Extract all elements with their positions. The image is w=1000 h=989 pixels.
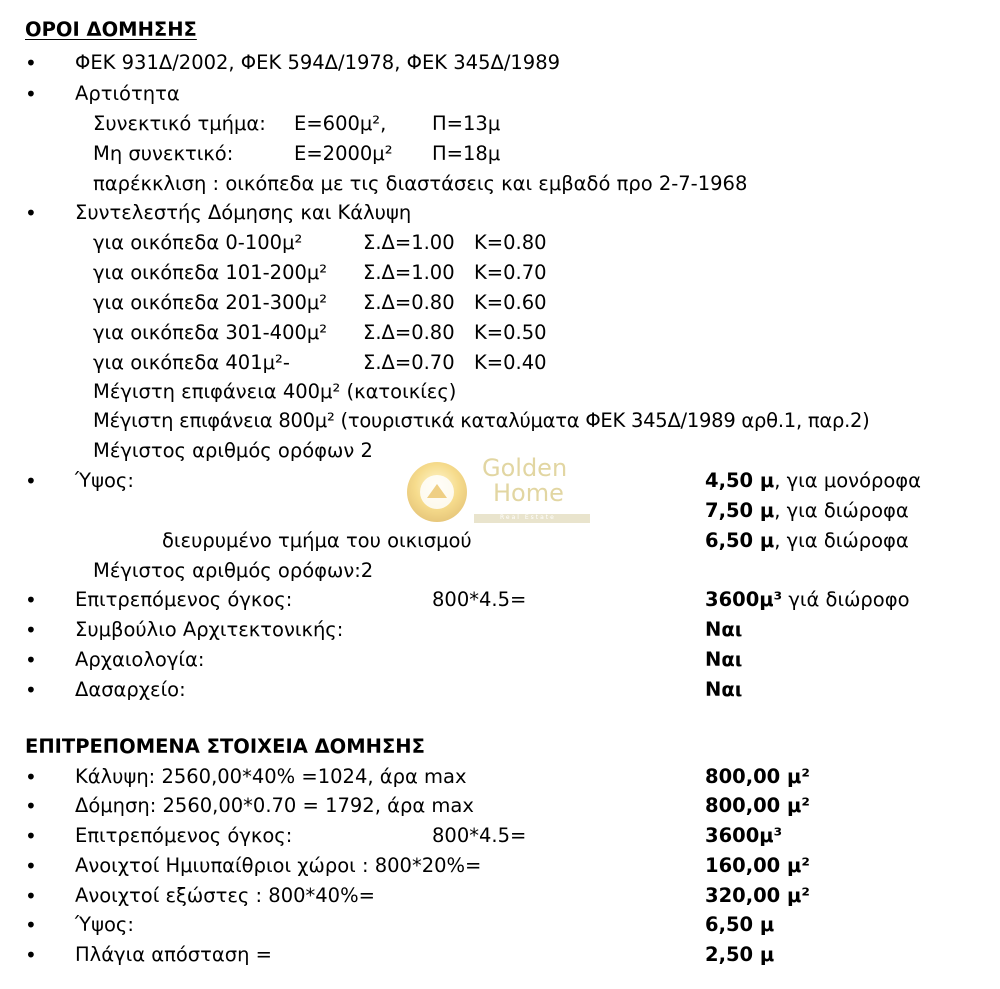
ypsos-final-value: 6,50 μ: [705, 913, 775, 936]
bullet-icon: •: [25, 201, 37, 225]
section1-title: ΟΡΟΙ ΔΟΜΗΣΗΣ: [25, 18, 197, 41]
mi-synektiko-frontage: Π=18μ: [432, 142, 501, 165]
synektiko-area: Ε=600μ²,: [294, 112, 387, 135]
max-area-tourist: Μέγιστη επιφάνεια 800μ² (τουριστικά καταλύματα ΦΕΚ 345Δ/1989 αρθ.1, παρ.2): [93, 409, 870, 432]
ogkos-calc: 800*4.5=: [432, 588, 527, 611]
ogkos2-value: 3600μ³: [705, 824, 783, 847]
plot-k: Κ=0.40: [474, 351, 547, 374]
plot-sd: Σ.Δ=1.00: [363, 261, 455, 284]
synektiko-label: Συνεκτικό τμήμα:: [93, 112, 266, 135]
imiypaithrioi-value: 160,00 μ²: [705, 854, 810, 877]
watermark-tagline: Real Estate: [500, 514, 556, 521]
ogkos2-calc: 800*4.5=: [432, 824, 527, 847]
bullet-icon: •: [25, 588, 37, 612]
bullet-icon: •: [25, 824, 37, 848]
mi-synektiko-label: Μη συνεκτικό:: [93, 142, 234, 165]
plot-range: για οικόπεδα 101-200μ²: [93, 261, 328, 284]
plot-range: για οικόπεδα 201-300μ²: [93, 291, 328, 314]
kalypsi-label: Κάλυψη: 2560,00*40% =1024, άρα max: [75, 765, 467, 788]
exostes-value: 320,00 μ²: [705, 884, 810, 907]
archaiologia-label: Αρχαιολογία:: [75, 648, 205, 671]
ypsos-label: Ύψος:: [75, 469, 134, 492]
bullet-icon: •: [25, 82, 37, 106]
plot-range: για οικόπεδα 0-100μ²: [93, 231, 303, 254]
synektiko-frontage: Π=13μ: [432, 112, 501, 135]
bullet-icon: •: [25, 51, 37, 75]
artiotita-label: Αρτιότητα: [75, 82, 180, 105]
mi-synektiko-area: Ε=2000μ²: [294, 142, 393, 165]
syntelestis-label: Συντελεστής Δόμησης και Κάλυψη: [75, 201, 412, 224]
ypsos1-desc: , για μονόροφα: [774, 469, 922, 492]
plot-k: Κ=0.80: [474, 231, 547, 254]
plot-k: Κ=0.70: [474, 261, 547, 284]
bullet-icon: •: [25, 794, 37, 818]
max-floors2: Μέγιστος αριθμός ορόφων:2: [93, 559, 374, 582]
plot-range: για οικόπεδα 401μ²-: [93, 351, 290, 374]
plot-k: Κ=0.60: [474, 291, 547, 314]
fek-list: ΦΕΚ 931Δ/2002, ΦΕΚ 594Δ/1978, ΦΕΚ 345Δ/1989: [75, 51, 561, 74]
ogkos2-label: Επιτρεπόμενος όγκος:: [75, 824, 293, 847]
ypsos2-value: 7,50 μ: [705, 499, 775, 522]
bullet-icon: •: [25, 618, 37, 642]
bullet-icon: •: [25, 913, 37, 937]
archaiologia-value: Ναι: [705, 648, 743, 671]
symvoulio-value: Ναι: [705, 618, 743, 641]
ypsos3-desc: , για διώροφα: [774, 529, 909, 552]
exostes-label: Ανοιχτοί εξώστες : 800*40%=: [75, 884, 375, 907]
parekklisi-text: παρέκκλιση : οικόπεδα με τις διαστάσεις και εμβαδό προ 2-7-1968: [93, 172, 748, 195]
dasarxeio-label: Δασαρχείο:: [75, 678, 186, 701]
section2-title: ΕΠΙΤΡΕΠΟΜΕΝΑ ΣΤΟΙΧΕΙΑ ΔΟΜΗΣΗΣ: [25, 735, 425, 758]
ogkos-label: Επιτρεπόμενος όγκος:: [75, 588, 293, 611]
plot-sd: Σ.Δ=1.00: [363, 231, 455, 254]
ogkos-desc: γιά διώροφο: [782, 588, 910, 611]
max-floors: Μέγιστος αριθμός ορόφων 2: [93, 439, 373, 462]
ypsos1-value: 4,50 μ: [705, 469, 775, 492]
ypsos2-desc: , για διώροφα: [774, 499, 909, 522]
plot-sd: Σ.Δ=0.80: [363, 321, 455, 344]
bullet-icon: •: [25, 765, 37, 789]
kalypsi-value: 800,00 μ²: [705, 765, 810, 788]
plagia-value: 2,50 μ: [705, 943, 775, 966]
dieurymeno-label: διευρυμένο τμήμα του οικισμού: [162, 529, 472, 552]
ypsos-final-label: Ύψος:: [75, 913, 134, 936]
plot-sd: Σ.Δ=0.70: [363, 351, 455, 374]
watermark-line2: Home: [493, 479, 564, 507]
max-area-homes: Μέγιστη επιφάνεια 400μ² (κατοικίες): [93, 380, 457, 403]
plot-sd: Σ.Δ=0.80: [363, 291, 455, 314]
plot-range: για οικόπεδα 301-400μ²: [93, 321, 328, 344]
watermark-line1: Golden: [482, 454, 568, 482]
bullet-icon: •: [25, 678, 37, 702]
plagia-label: Πλάγια απόσταση =: [75, 943, 272, 966]
bullet-icon: •: [25, 854, 37, 878]
ypsos3-value: 6,50 μ: [705, 529, 775, 552]
symvoulio-label: Συμβούλιο Αρχιτεκτονικής:: [75, 618, 344, 641]
plot-k: Κ=0.50: [474, 321, 547, 344]
ogkos-value: 3600μ³: [705, 588, 783, 611]
imiypaithrioi-label: Ανοιχτοί Ημιυπαίθριοι χώροι : 800*20%=: [75, 854, 482, 877]
bullet-icon: •: [25, 648, 37, 672]
bullet-icon: •: [25, 469, 37, 493]
domisi-label: Δόμηση: 2560,00*0.70 = 1792, άρα max: [75, 794, 474, 817]
domisi-value: 800,00 μ²: [705, 794, 810, 817]
dasarxeio-value: Ναι: [705, 678, 743, 701]
bullet-icon: •: [25, 943, 37, 967]
bullet-icon: •: [25, 884, 37, 908]
